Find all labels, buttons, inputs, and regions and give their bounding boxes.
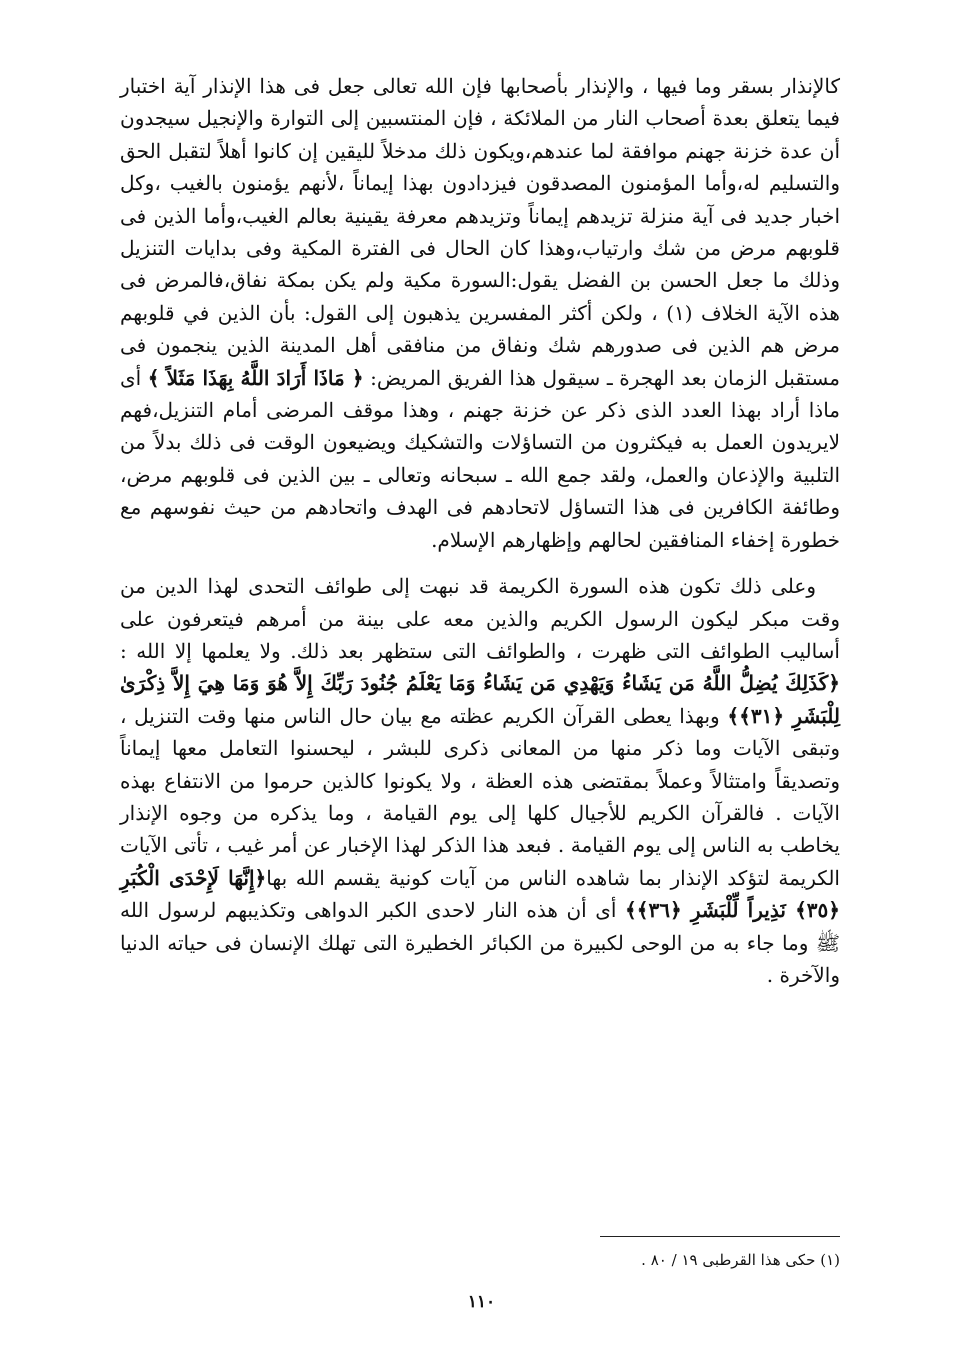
quran-verse: ﴿كَذَلِكَ يُضِلُّ اللَّهُ مَن يَشَاءُ وَيَهْدِي مَن يَشَاءُ وَمَا يَعْلَمُ جُنُودَ رَبِّكَ إِلاَّ هُوَ وَمَا هِيَ إِلاَّ ذِكْرَىٰ لِلْبَشَرِ ﴿٣١﴾﴾: [120, 671, 840, 728]
footnote-divider: [600, 1236, 840, 1237]
page-number: ١١٠: [467, 1292, 496, 1312]
text-segment: وبهذا يعطى القرآن الكريم عظته مع بيان حال الناس منها وقت التنزيل ، وتبقى الآيات وما ذكر منها من المعانى ذكرى للبشر ، ليحسنوا التعامل معها إيماناً وتصديقاً وامتثالاً وعملاً بمقتضى هذه العظة ، ولا يكونوا كالذين حرموا من الانتفاع بهذه الآيات . فالقرآن الكريم للأجيال كلها إلى يوم القيامة ، وما يذكره من وجوه الإنذار يخاطب به الناس إلى يوم القيامة . فبعد هذا الذكر لهذا الإخبار عن أمر غيب ، تأتى الآيات الكريمة لتؤكد الإنذار بما شاهده الناس من آيات كونية يقسم الله بها: [120, 703, 840, 890]
body-text: [120, 70, 840, 991]
paragraph-2: [120, 570, 840, 991]
footnote: (١) حكى هذا القرطبى ١٩ / ٨٠ .: [641, 1251, 840, 1269]
text-segment: أى ماذا أراد بهذا العدد الذى ذكر عن خزنة جهنم ، وهذا موقف المرضى أمام التنزيل،فهم لايريدون العمل به فيكثرون من التساؤلات والتشكيك ويضيعون الوقت فى ذلك بدلاً من التلبية والإذعان والعمل، ولقد جمع الله ـ سبحانه وتعالى ـ بين الذين فى قلوبهم مرض، وطائفة الكافرين فى هذا التساؤل لاتحادهم فى الهدف واتحادهم من حيث نفوسهم مع خطورة إخفاء المنافقين لحالهم وإظهارهم الإسلام.: [120, 365, 840, 552]
quran-verse: ﴿ مَاذَا أَرَادَ اللَّهُ بِهَذَا مَثَلاً ﴾: [147, 365, 364, 390]
quran-verse: ﴿إِنَّهَا لَإِحْدَى الْكُبَرِ ﴿٣٥﴾ نَذِيراً لِّلْبَشَرِ ﴿٣٦﴾﴾: [120, 865, 840, 923]
paragraph-1: [120, 70, 840, 556]
text-segment: وعلى ذلك تكون هذه السورة الكريمة قد نبهت إلى طوائف التحدى لهذا الدين من وقت مبكر ليكون الرسول الكريم والذين معه على بينة من أمرهم فيتعرفون على أساليب الطوائف التى ظهرت ، والطوائف التى ستظهر بعد ذلك. ولا يعلمها إلا الله :: [120, 574, 840, 663]
text-segment: كالإنذار بسقر وما فيها ، والإنذار بأصحابها فإن الله تعالى جعل فى هذا الإنذار آية اختبار فيما يتعلق بعدة أصحاب النار من الملائكة ، فإن المنتسبين إلى التوارة والإنجيل سيجدون أن عدة خزنة جهنم موافقة لما عندهم،ويكون ذلك مدخلاً لليقين إن كانوا أهلاً لتقبل الحق والتسليم له،وأما المؤمنون المصدقون فيزدادون بهذا إيماناً ،لأنهم يؤمنون بالغيب ،وكل اخبار جديد فى آية منزلة تزيدهم إيماناً وتزيدهم معرفة يقينية بعالم الغيب،وأما الذين فى قلوبهم مرض من شك وارتياب،وهذا كان الحال فى الفترة المكية وفى بدايات التنزيل وذلك ما جعل الحسن بن الفضل يقول:السورة مكية ولم يكن بمكة نفاق،فالمرض فى هذه الآية الخلاف (١) ، ولكن أكثر المفسرين يذهبون إلى القول: بأن الذين في قلوبهم مرض هم الذين فى صدورهم شك ونفاق من منافقى أهل المدينة الذين ينجمون فى مستقبل الزمان بعد الهجرة ـ سيقول هذا الفريق المريض:: [120, 74, 840, 390]
text-segment: أى أن هذه النار لاحدى الكبر الدواهى وتكذيبهم لرسول الله ﷺ وما جاء به من الوحى لكبيرة من الكبائر الخطيرة التى تهلك الإنسان فى حياته الدنيا والآخرة .: [120, 898, 840, 987]
